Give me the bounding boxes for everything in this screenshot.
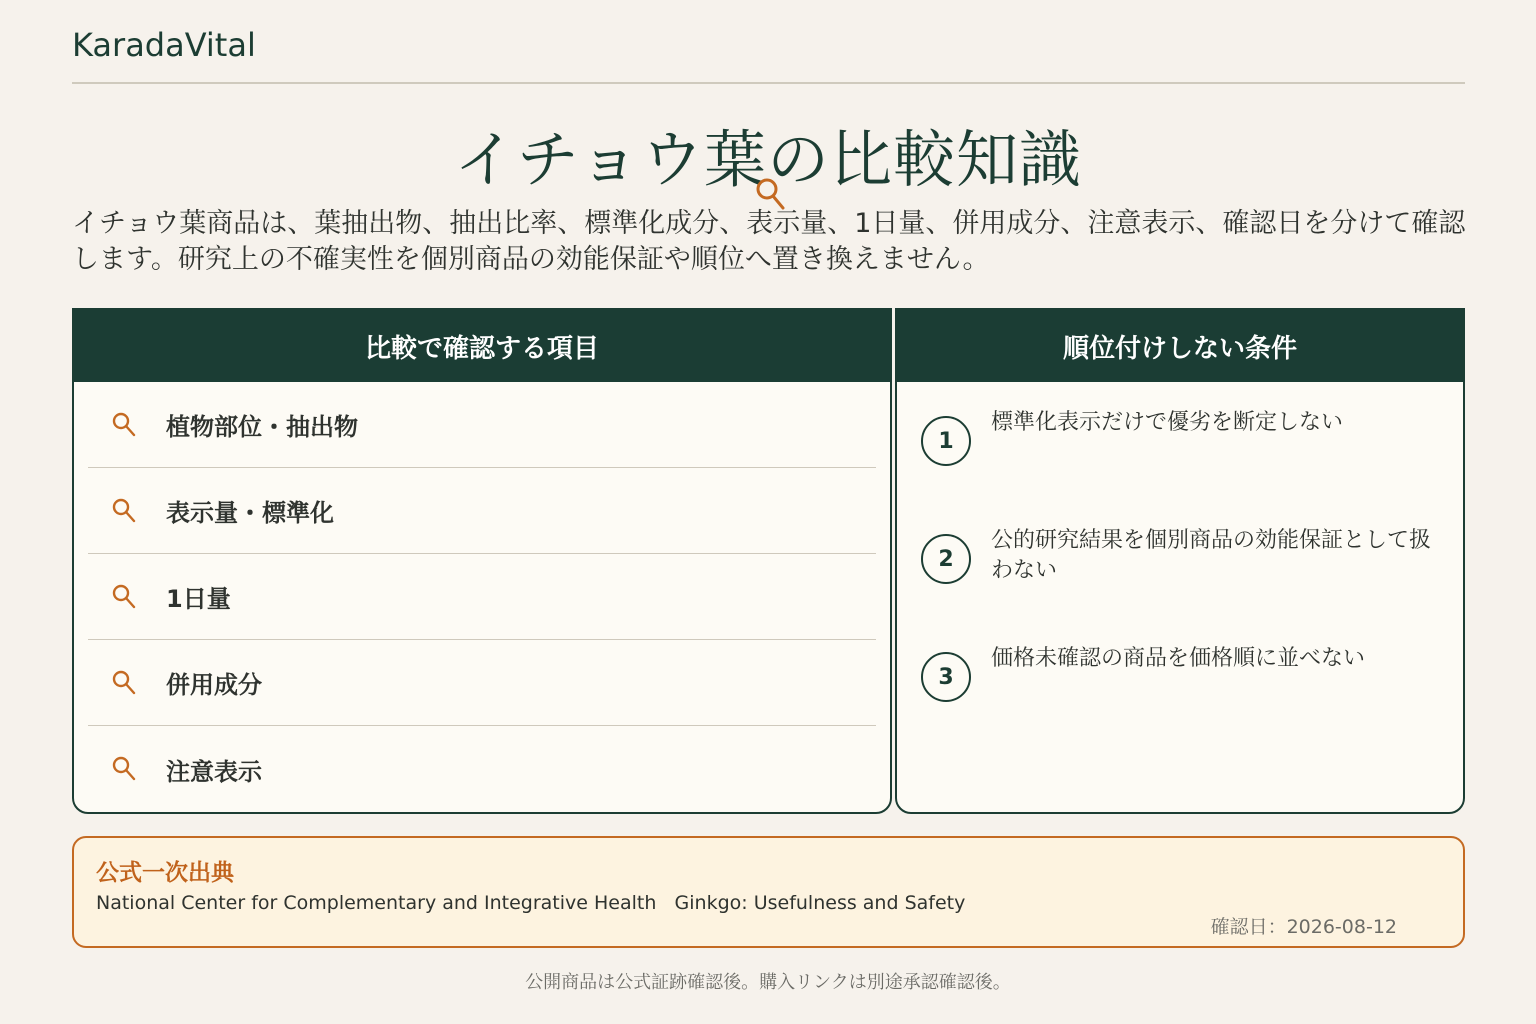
number-badge: 3 [921, 652, 971, 702]
list-item [88, 382, 876, 468]
source-checked-date: 確認日：2026-08-12 [1210, 916, 1397, 938]
source-citation[interactable] [96, 892, 965, 914]
magnifier-icon [753, 176, 787, 210]
intro-text: イチョウ葉商品は、葉抽出物、抽出比率、標準化成分、表示量、1日量、併用成分、注意表示、確認日を分けて確認します。研究上の不確実性を個別商品の効能保証や順位へ置き換えません。 [72, 208, 1466, 275]
list-item [88, 554, 876, 640]
list-item-label: 注意表示 [166, 757, 262, 786]
no-ranking-panel [895, 308, 1465, 814]
page-title: イチョウ葉の比較知識 [453, 123, 1083, 196]
check-items-list [74, 382, 890, 812]
official-source-box [72, 836, 1465, 948]
list-item-label: 1日量 [166, 585, 231, 613]
magnifier-icon [110, 497, 138, 525]
no-ranking-heading: 順位付けしない条件 [897, 310, 1463, 382]
list-item [88, 640, 876, 726]
rule-text: 価格未確認の商品を価格順に並べない [991, 646, 1366, 671]
brand-logo-text[interactable]: KaradaVital [72, 26, 256, 64]
magnifier-icon [110, 755, 138, 783]
source-doc[interactable]: Ginkgo: Usefulness and Safety [674, 892, 966, 914]
list-item-label: 表示量・標準化 [166, 499, 334, 527]
source-org[interactable]: National Center for Complementary and Integrative Health [96, 892, 657, 914]
rule-text: 公的研究結果を個別商品の効能保証として扱わない [991, 528, 1432, 583]
number-badge: 1 [921, 416, 971, 466]
footer-note: 公開商品は公式証跡確認後。購入リンクは別途承認確認後。 [525, 972, 1011, 993]
check-items-panel [72, 308, 892, 814]
rule-text: 標準化表示だけで優劣を断定しない [991, 410, 1344, 435]
list-item-label: 植物部位・抽出物 [166, 413, 358, 441]
check-items-heading: 比較で確認する項目 [74, 310, 890, 382]
header-divider [72, 82, 1465, 84]
list-item [88, 468, 876, 554]
number-badge: 2 [921, 534, 971, 584]
magnifier-icon [110, 669, 138, 697]
magnifier-icon [110, 411, 138, 439]
list-item [88, 726, 876, 812]
source-title: 公式一次出典 [96, 860, 234, 886]
magnifier-icon [110, 583, 138, 611]
list-item-label: 併用成分 [166, 671, 262, 699]
